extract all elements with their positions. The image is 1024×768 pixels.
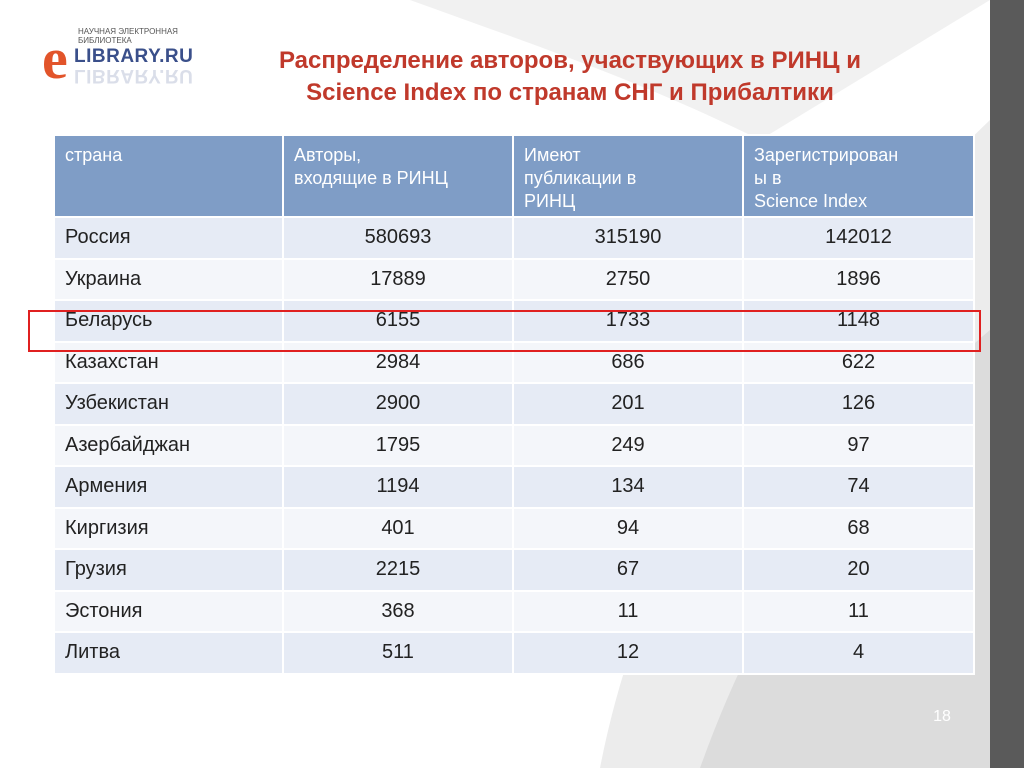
authors-cell: 401 [283,508,513,550]
side-bar [990,0,1024,768]
publications-cell: 11 [513,591,743,633]
page-title [210,45,930,109]
authors-cell: 580693 [283,217,513,259]
authors-cell: 2900 [283,383,513,425]
science-index-cell: 74 [743,466,974,508]
country-cell: Армения [54,466,283,508]
table-row [54,425,974,467]
country-cell: Узбекистан [54,383,283,425]
table-row [54,259,974,301]
science-index-cell: 11 [743,591,974,633]
publications-cell: 315190 [513,217,743,259]
logo-subtitle: НАУЧНАЯ ЭЛЕКТРОННАЯ БИБЛИОТЕКА [78,27,178,45]
logo-e-icon: e [42,26,68,91]
highlight-box [28,310,981,352]
table-row [54,508,974,550]
table-row [54,466,974,508]
authors-cell: 511 [283,632,513,674]
country-cell: Казахстан [54,342,283,384]
country-cell: Украина [54,259,283,301]
authors-cell: 17889 [283,259,513,301]
publications-cell: 94 [513,508,743,550]
table-row [54,632,974,674]
header-registered-science-index: Зарегистрирован ы в Science Index [743,135,974,217]
authors-cell: 6155 [283,300,513,342]
authors-cell: 1194 [283,466,513,508]
header-country: страна [54,135,283,217]
elibrary-logo [38,24,198,94]
authors-table [53,134,975,675]
header-have-publications: Имеют публикации в РИНЦ [513,135,743,217]
country-cell: Литва [54,632,283,674]
publications-cell: 67 [513,549,743,591]
publications-cell: 12 [513,632,743,674]
country-cell: Беларусь [54,300,283,342]
table-row [54,549,974,591]
country-cell: Эстония [54,591,283,633]
publications-cell: 1733 [513,300,743,342]
publications-cell: 2750 [513,259,743,301]
publications-cell: 201 [513,383,743,425]
table-row [54,217,974,259]
country-cell: Киргизия [54,508,283,550]
table-row [54,591,974,633]
science-index-cell: 1148 [743,300,974,342]
title-line-1: Распределение авторов, участвующих в РИНЦ и [278,47,862,74]
authors-cell: 368 [283,591,513,633]
science-index-cell: 142012 [743,217,974,259]
country-cell: Грузия [54,549,283,591]
science-index-cell: 20 [743,549,974,591]
science-index-cell: 68 [743,508,974,550]
country-cell: Азербайджан [54,425,283,467]
page-number: 18 [933,708,951,725]
science-index-cell: 126 [743,383,974,425]
title-line-2: Science Index по странам СНГ и Прибалтики [306,79,834,106]
logo-name: LIBRARY.RU [74,46,194,67]
logo-reflection: LIBRARY.RU [74,65,194,86]
authors-cell: 2984 [283,342,513,384]
header-authors-rinc: Авторы, входящие в РИНЦ [283,135,513,217]
science-index-cell: 4 [743,632,974,674]
publications-cell: 134 [513,466,743,508]
science-index-cell: 1896 [743,259,974,301]
authors-cell: 2215 [283,549,513,591]
publications-cell: 686 [513,342,743,384]
table-header-row [54,135,974,217]
table-row [54,383,974,425]
authors-cell: 1795 [283,425,513,467]
science-index-cell: 622 [743,342,974,384]
country-cell: Россия [54,217,283,259]
publications-cell: 249 [513,425,743,467]
science-index-cell: 97 [743,425,974,467]
